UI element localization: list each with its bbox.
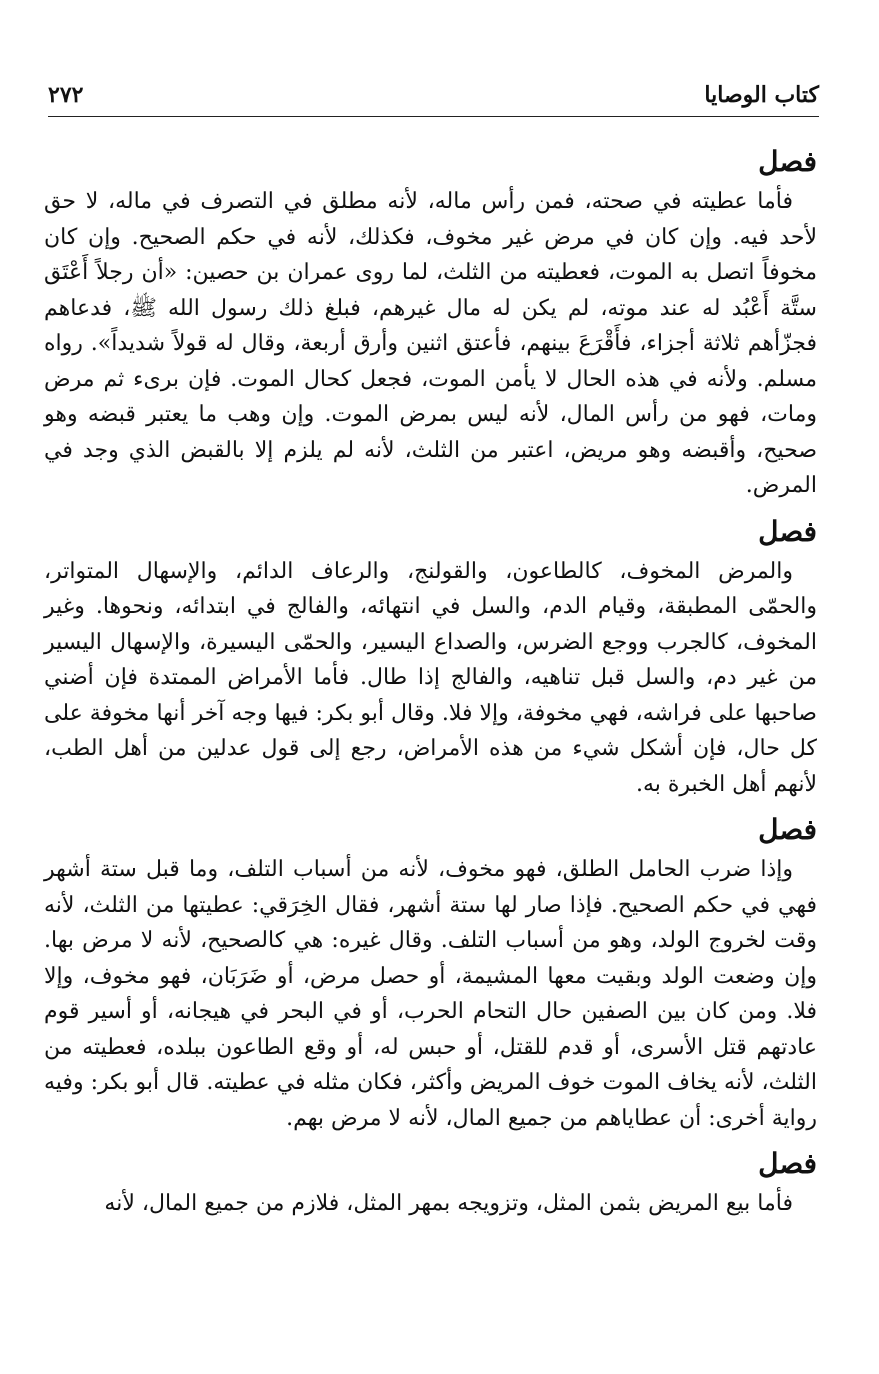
section-4 xyxy=(44,1142,817,1222)
section-paragraph: فأما عطيته في صحته، فمن رأس ماله، لأنه مطلق في التصرف في ماله، لا حق لأحد فيه. وإن كان في مرض غير مخوف، فكذلك، لأنه في حكم الصحيح. وإن كان مخوفاً اتصل به الموت، فعطيته من الثلث، لما روى عمران بن حصين: «أن رجلاً أَعْتَق ستَّة أَعْبُد له عند موته، لم يكن له مال غيرهم، فبلغ ذلك رسول الله ﷺ، فدعاهم فجزّأهم ثلاثة أجزاء، فأَقْرَعَ بينهم، فأعتق اثنين وأرق أربعة، وقال له قولاً شديداً». رواه مسلم. ولأنه في هذه الحال لا يأمن الموت، فجعل كحال الموت. فإن برىء ثم مرض ومات، فهو من رأس المال، لأنه ليس بمرض الموت. وإن وهب ما يعتبر قبضه وهو صحيح، وأقبضه وهو مريض، اعتبر من الثلث، لأنه لم يلزم إلا بالقبض الذي وجد في المرض. xyxy=(44,189,817,498)
section-paragraph: وإذا ضرب الحامل الطلق، فهو مخوف، لأنه من أسباب التلف، وما قبل ستة أشهر فهي في حكم الصحيح. فإذا صار لها ستة أشهر، فقال الخِرَقي: عطيتها من الثلث، لأنه وقت لخروج الولد، وهو من أسباب التلف. وقال غيره: هي كالصحيح، لأنه لا مرض بها. وإن وضعت الولد وبقيت معها المشيمة، أو حصل مرض، أو ضَرَبَان، فهو مخوف، وإلا فلا. ومن كان بين الصفين حال التحام الحرب، أو في البحر في هيجانه، أو أسير قوم عادتهم قتل الأسرى، أو قدم للقتل، أو حبس له، أو وقع الطاعون ببلده، فعطيته من الثلث، لأنه يخاف الموت خوف المريض وأكثر، فكان مثله في عطيته. قال أبو بكر: وفيه رواية أخرى: أن عطاياهم من جميع المال، لأنه لا مرض بهم. xyxy=(44,857,817,1131)
section-1 xyxy=(44,140,817,504)
section-3 xyxy=(44,808,817,1136)
running-header xyxy=(48,82,819,117)
section-paragraph: فأما بيع المريض بثمن المثل، وتزويجه بمهر المثل، فلازم من جميع المال، لأنه xyxy=(104,1191,793,1216)
section-heading: فصل xyxy=(758,813,817,846)
section-paragraph: والمرض المخوف، كالطاعون، والقولنج، والرعاف الدائم، والإسهال المتواتر، والحمّى المطبقة، وقيام الدم، والسل في انتهائه، والفالج في ابتدائه، ونحوها. وغير المخوف، كالجرب ووجع الضرس، والصداع اليسير، والحمّى اليسيرة، والإسهال اليسير من غير دم، والسل قبل تناهيه، والفالج إذا طال. فأما الأمراض الممتدة فإن أضني صاحبها على فراشه، فهي مخوفة، وإلا فلا. وقال أبو بكر: فيها وجه آخر أنها مخوفة على كل حال، فإن أشكل شيء من هذه الأمراض، رجع إلى قول عدلين من أهل الطب، لأنهم أهل الخبرة به. xyxy=(44,558,817,797)
section-heading: فصل xyxy=(758,145,817,178)
section-2 xyxy=(44,510,817,803)
page-title: كتاب الوصايا xyxy=(704,82,819,108)
section-heading: فصل xyxy=(758,514,817,548)
page-body xyxy=(44,140,817,1228)
page-number: ٢٧٢ xyxy=(48,82,84,108)
section-heading: فصل xyxy=(758,1147,817,1180)
